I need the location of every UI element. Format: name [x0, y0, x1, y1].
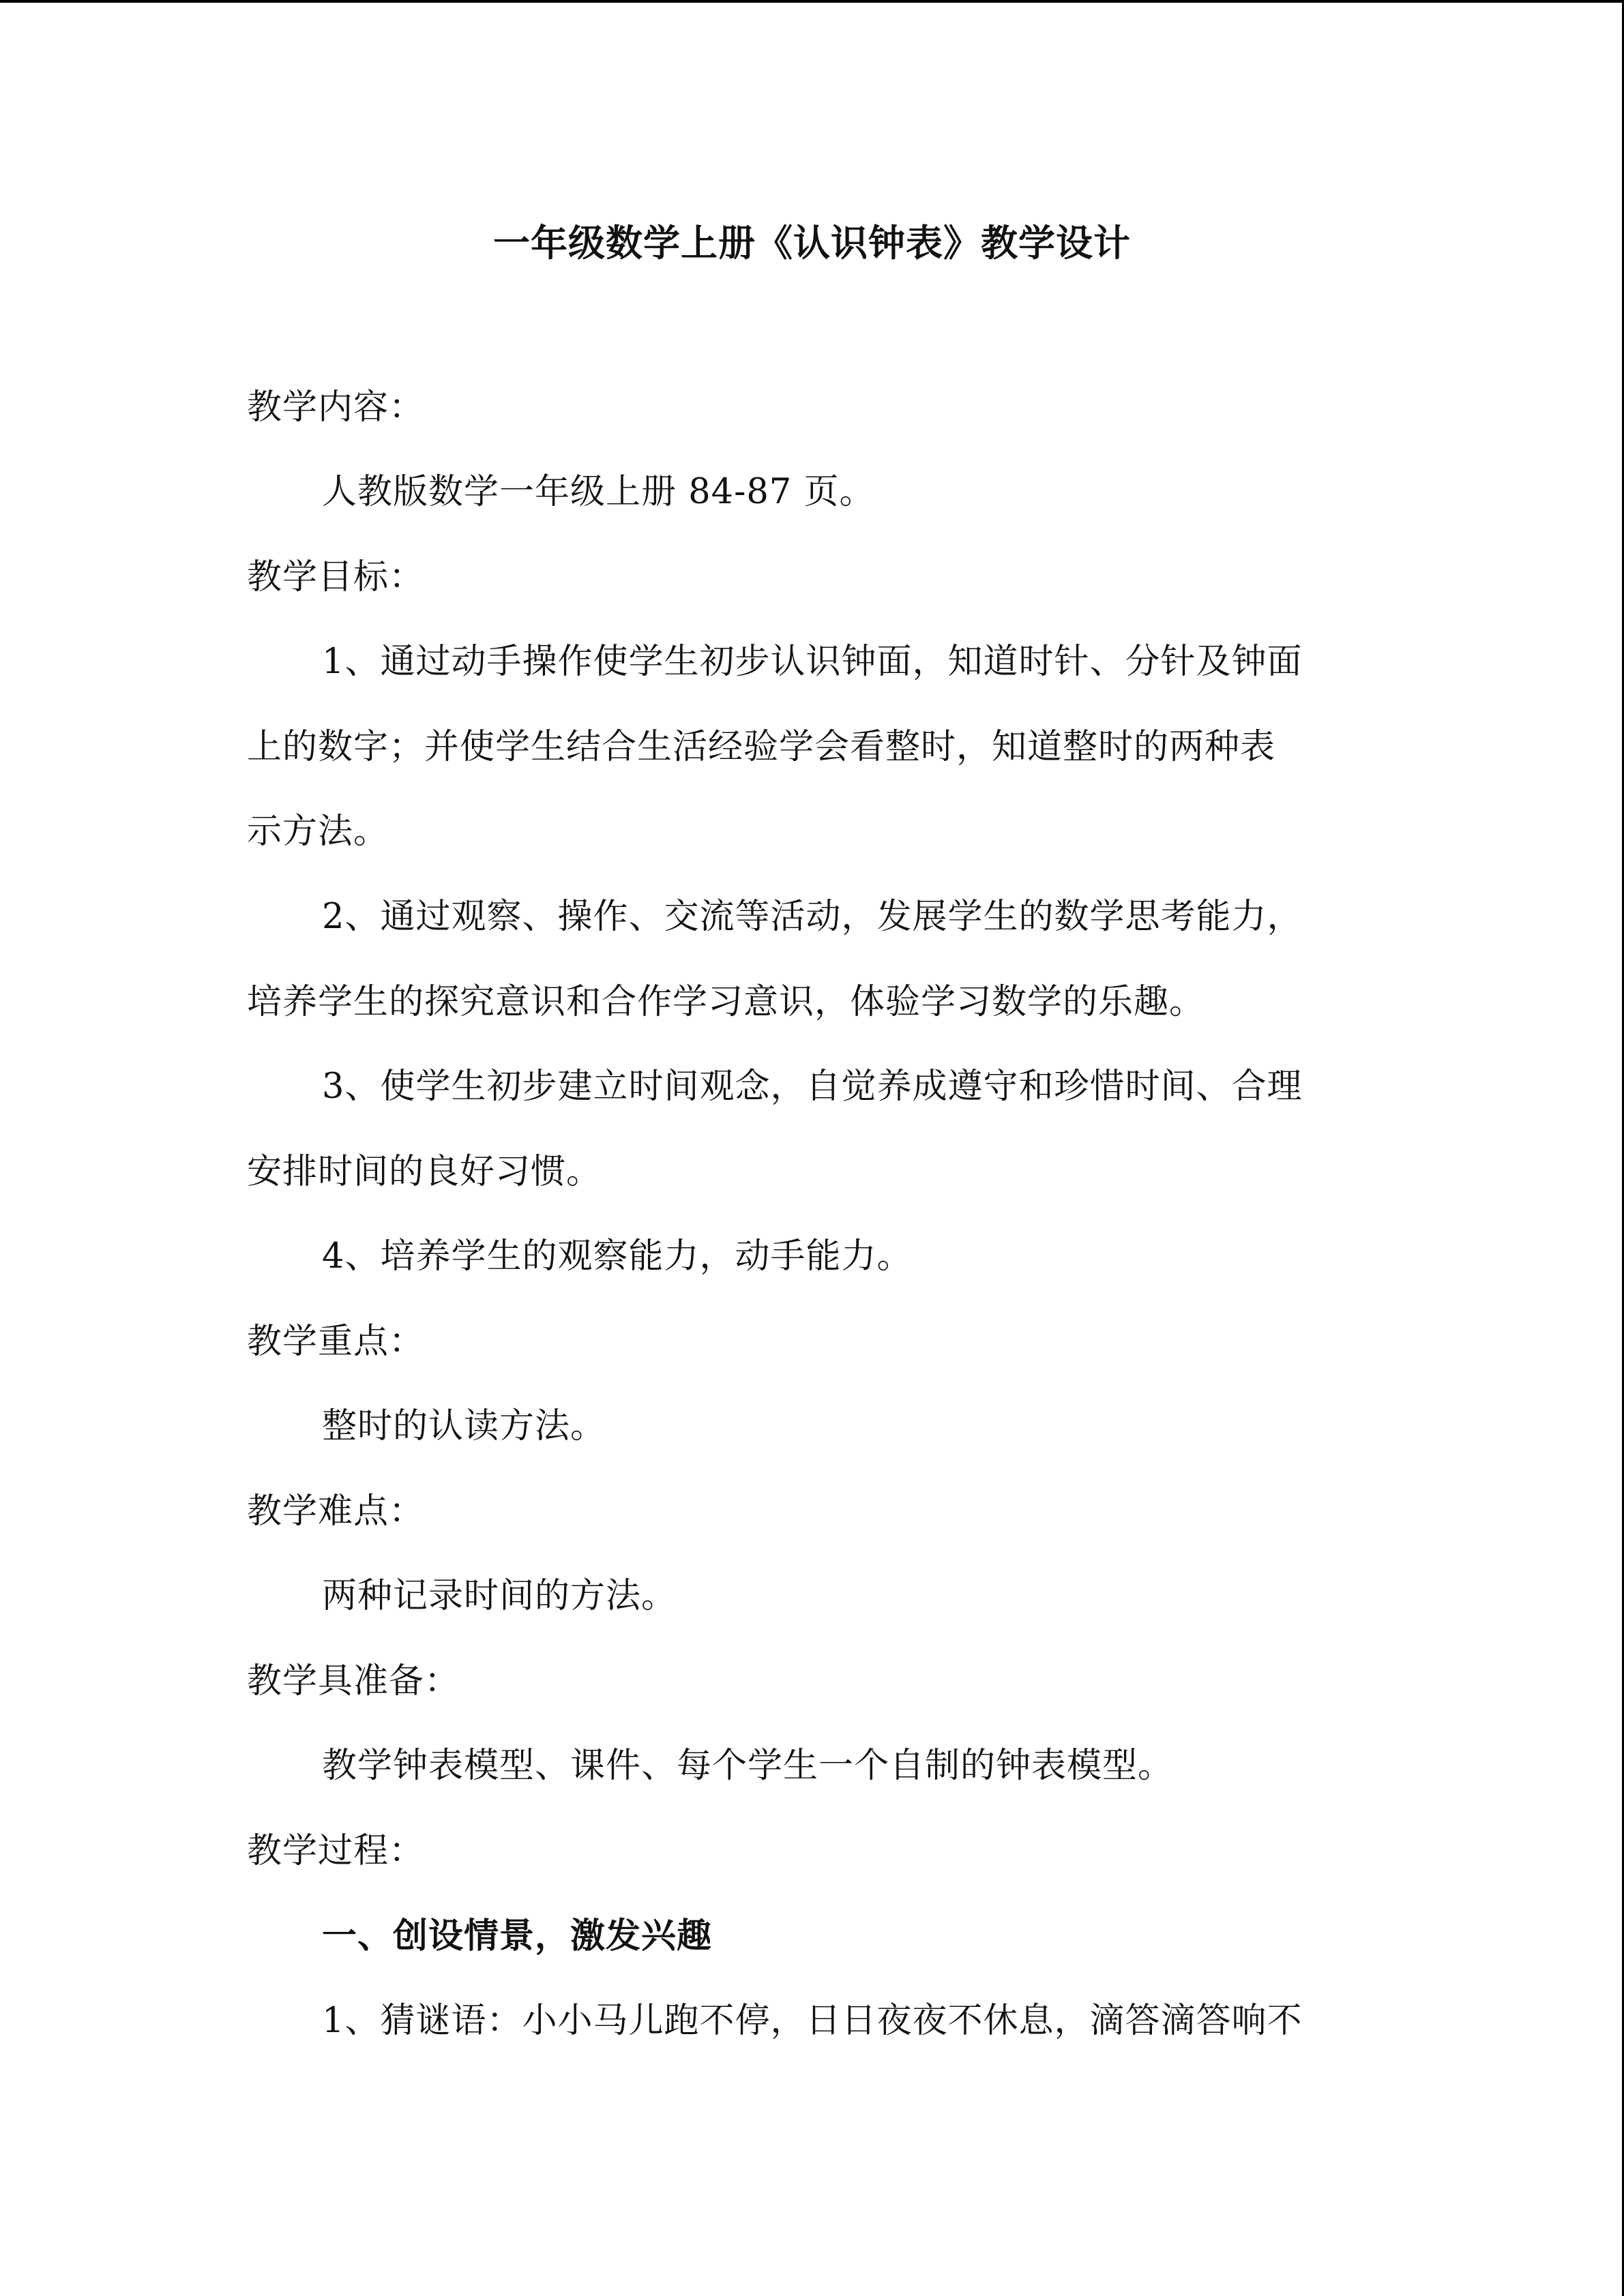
goal-3-line-2: 安排时间的良好习惯。: [247, 1152, 602, 1192]
goal-2-line-2: 培养学生的探究意识和合作学习意识，体验学习数学的乐趣。: [247, 982, 1205, 1022]
paragraph-content: 人教版数学一年级上册 84-87 页。: [322, 472, 875, 512]
heading-teaching-content: 教学内容：: [247, 387, 425, 428]
heading-key-points: 教学重点：: [247, 1322, 425, 1362]
goal-3-line-1: 3、使学生初步建立时间观念，自觉养成遵守和珍惜时间、合理: [322, 1067, 1303, 1107]
paragraph-materials: 教学钟表模型、课件、每个学生一个自制的钟表模型。: [322, 1746, 1174, 1786]
heading-teaching-goals: 教学目标：: [247, 557, 425, 597]
goal-1-line-3: 示方法。: [247, 811, 389, 852]
process-step-1-line-1: 1、猜谜语：小小马儿跑不停，日日夜夜不休息，滴答滴答响不: [322, 2001, 1303, 2041]
paragraph-key-points: 整时的认读方法。: [322, 1406, 606, 1446]
heading-process: 教学过程：: [247, 1831, 425, 1871]
goal-1-line-1: 1、通过动手操作使学生初步认识钟面，知道时针、分针及钟面: [322, 642, 1303, 682]
heading-materials: 教学具准备：: [247, 1661, 460, 1701]
goal-1-line-2: 上的数字；并使学生结合生活经验学会看整时，知道整时的两种表: [247, 727, 1276, 767]
goal-4-line-1: 4、培养学生的观察能力，动手能力。: [322, 1236, 913, 1277]
paragraph-difficulties: 两种记录时间的方法。: [322, 1576, 677, 1616]
goal-2-line-1: 2、通过观察、操作、交流等活动，发展学生的数学思考能力，: [322, 897, 1303, 937]
heading-difficulties: 教学难点：: [247, 1491, 425, 1532]
section-heading-1: 一、创设情景，激发兴趣: [322, 1915, 713, 1956]
document-title: 一年级数学上册《认识钟表》教学设计: [493, 221, 1131, 265]
